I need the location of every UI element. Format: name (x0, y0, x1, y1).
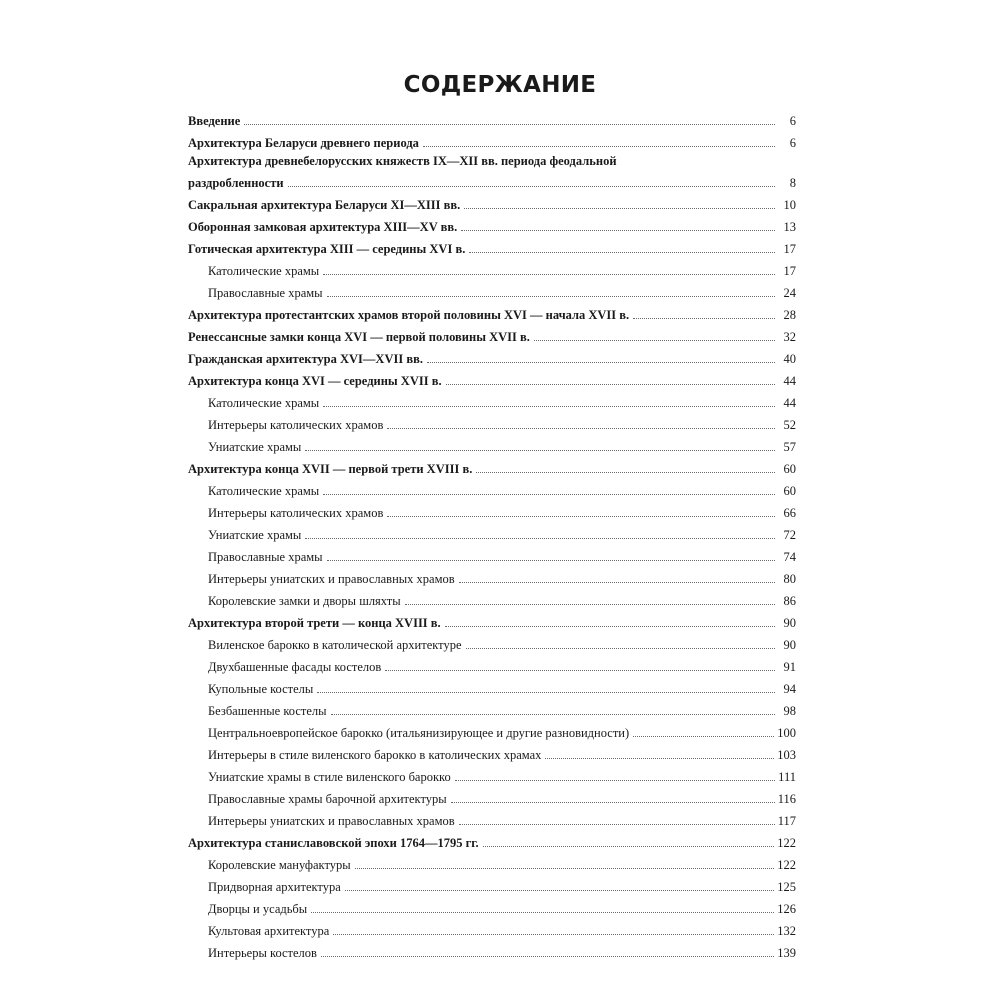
toc-entry-title: Двухбашенные фасады костелов (208, 660, 382, 674)
table-of-contents (188, 108, 796, 962)
toc-entry-row (188, 112, 796, 130)
toc-entry-title: Придворная архитектура (208, 880, 341, 894)
toc-subsection-entry (188, 808, 796, 830)
toc-section-entry (188, 236, 796, 258)
toc-entry-row (208, 548, 796, 566)
toc-subsection-entry (188, 720, 796, 742)
toc-subsection-entry (188, 522, 796, 544)
toc-entry-title: Культовая архитектура (208, 924, 330, 938)
toc-entry-row (208, 922, 796, 940)
toc-subsection-entry (188, 434, 796, 456)
toc-section-entry (188, 830, 796, 852)
toc-subsection-entry (188, 500, 796, 522)
toc-entry-title: Виленское барокко в католической архитектуре (208, 638, 462, 652)
toc-entry-title: Дворцы и усадьбы (208, 902, 308, 916)
toc-entry-row (188, 196, 796, 214)
toc-page-number: 60 (783, 484, 796, 498)
toc-page-number: 90 (783, 616, 796, 630)
toc-entry-title: Интерьеры униатских и православных храмов (208, 814, 455, 828)
toc-entry-row (188, 174, 796, 192)
toc-entry-title: Безбашенные костелы (208, 704, 327, 718)
toc-entry-title: Униатские храмы (208, 528, 302, 542)
toc-page-number: 100 (777, 726, 796, 740)
dot-leader (387, 515, 775, 517)
toc-entry-title-line: Архитектура древнебелорусских княжеств IX—XII вв. периода феодальной (188, 154, 617, 168)
toc-page-number: 74 (783, 550, 796, 564)
toc-entry-row (208, 724, 796, 742)
toc-entry-title: Готическая архитектура XIII — середины XVI в. (188, 242, 466, 256)
toc-subsection-entry (188, 280, 796, 302)
toc-entry-row (208, 856, 796, 874)
toc-entry-title: Православные храмы барочной архитектуры (208, 792, 447, 806)
page-title: СОДЕРЖАНИЕ (403, 72, 597, 98)
dot-leader (476, 471, 775, 473)
dot-leader (323, 405, 775, 407)
toc-entry-row (208, 284, 796, 302)
dot-leader (305, 537, 775, 539)
toc-entry-title: Католические храмы (208, 264, 320, 278)
toc-section-entry (188, 610, 796, 632)
toc-entry-row (208, 416, 796, 434)
toc-subsection-entry (188, 698, 796, 720)
dot-leader (445, 625, 775, 627)
toc-entry-row (188, 460, 796, 478)
toc-entry-row (208, 878, 796, 896)
toc-entry-title: Центральноевропейское барокко (итальянизирующее и другие разновидности) (208, 726, 630, 740)
dot-leader (385, 669, 775, 671)
dot-leader (483, 845, 775, 847)
dot-leader (331, 713, 775, 715)
toc-entry-title: Королевские замки и дворы шляхты (208, 594, 401, 608)
dot-leader (405, 603, 775, 605)
dot-leader (466, 647, 775, 649)
toc-entry-row (208, 746, 796, 764)
toc-page-number: 17 (783, 242, 796, 256)
toc-page-number: 17 (783, 264, 796, 278)
toc-page-number: 8 (789, 176, 796, 190)
toc-subsection-entry (188, 588, 796, 610)
toc-subsection-entry (188, 676, 796, 698)
toc-page-number: 126 (777, 902, 796, 916)
toc-page-number: 52 (783, 418, 796, 432)
toc-entry-title: Православные храмы (208, 286, 323, 300)
toc-page-number: 57 (783, 440, 796, 454)
toc-entry-title: Православные храмы (208, 550, 323, 564)
toc-subsection-entry (188, 412, 796, 434)
toc-entry-row (188, 372, 796, 390)
toc-page-number: 32 (783, 330, 796, 344)
toc-entry-title: Интерьеры униатских и православных храмов (208, 572, 455, 586)
dot-leader (633, 317, 775, 319)
toc-subsection-entry (188, 654, 796, 676)
dot-leader (459, 581, 775, 583)
toc-page-number: 40 (783, 352, 796, 366)
toc-entry-row (188, 134, 796, 152)
toc-subsection-entry (188, 544, 796, 566)
dot-leader (446, 383, 775, 385)
toc-entry-row (208, 482, 796, 500)
dot-leader (345, 889, 774, 891)
toc-subsection-entry (188, 852, 796, 874)
toc-entry-row (208, 812, 796, 830)
dot-leader (333, 933, 774, 935)
toc-entry-row (208, 900, 796, 918)
toc-subsection-entry (188, 896, 796, 918)
toc-page-number: 72 (783, 528, 796, 542)
toc-page-number: 125 (777, 880, 796, 894)
toc-entry-title: Ренессансные замки конца XVI — первой половины XVII в. (188, 330, 530, 344)
toc-page-number: 132 (777, 924, 796, 938)
toc-page-number: 90 (783, 638, 796, 652)
toc-page-number: 80 (783, 572, 796, 586)
toc-page-number: 111 (778, 770, 796, 784)
toc-entry-title: Интерьеры католических храмов (208, 506, 384, 520)
toc-entry-title: Королевские мануфактуры (208, 858, 351, 872)
toc-page-number: 117 (777, 814, 796, 828)
dot-leader (311, 911, 774, 913)
toc-section-entry (188, 324, 796, 346)
toc-entry-row (188, 614, 796, 632)
toc-section-entry (188, 368, 796, 390)
toc-page-number: 10 (783, 198, 796, 212)
toc-entry-row (208, 658, 796, 676)
toc-page-number: 60 (783, 462, 796, 476)
toc-page-number: 139 (777, 946, 796, 960)
toc-entry-row (208, 504, 796, 522)
dot-leader (327, 295, 775, 297)
toc-page-number: 122 (777, 858, 796, 872)
toc-entry-row (208, 570, 796, 588)
toc-entry-row (188, 834, 796, 852)
toc-entry-title: Оборонная замковая архитектура XIII—XV вв. (188, 220, 458, 234)
toc-subsection-entry (188, 940, 796, 962)
toc-entry-title: Купольные костелы (208, 682, 314, 696)
toc-page-number: 13 (783, 220, 796, 234)
toc-entry-title: Католические храмы (208, 484, 320, 498)
toc-entry-row (188, 240, 796, 258)
toc-section-entry (188, 456, 796, 478)
toc-entry-title: Униатские храмы в стиле виленского барокко (208, 770, 451, 784)
toc-subsection-entry (188, 478, 796, 500)
toc-entry-row (208, 768, 796, 786)
toc-entry-row (208, 790, 796, 808)
dot-leader (633, 735, 774, 737)
toc-entry-row (208, 262, 796, 280)
toc-page-number: 44 (783, 374, 796, 388)
toc-entry-title: Интерьеры костелов (208, 946, 317, 960)
toc-subsection-entry (188, 874, 796, 896)
toc-subsection-entry (188, 390, 796, 412)
toc-entry-title: Католические храмы (208, 396, 320, 410)
toc-entry-title: Архитектура станиславовской эпохи 1764—1795 гг. (188, 836, 479, 850)
toc-entry-title: Архитектура второй трети — конца XVIII в. (188, 616, 441, 630)
toc-entry-row (208, 394, 796, 412)
dot-leader (321, 955, 774, 957)
dot-leader (317, 691, 775, 693)
dot-leader (387, 427, 775, 429)
toc-entry-row (208, 438, 796, 456)
toc-subsection-entry (188, 566, 796, 588)
toc-entry-title: раздробленности (188, 176, 284, 190)
dot-leader (545, 757, 774, 759)
toc-entry-row (188, 350, 796, 368)
dot-leader (355, 867, 775, 869)
toc-entry-row (208, 592, 796, 610)
dot-leader (288, 185, 775, 187)
toc-entry-row (208, 636, 796, 654)
toc-section-entry (188, 192, 796, 214)
toc-subsection-entry (188, 632, 796, 654)
dot-leader (461, 229, 775, 231)
toc-entry-row (188, 218, 796, 236)
toc-page-number: 122 (777, 836, 796, 850)
toc-section-entry (188, 130, 796, 152)
toc-page-number: 6 (789, 136, 796, 150)
toc-page-number: 24 (783, 286, 796, 300)
toc-page-number: 6 (789, 114, 796, 128)
toc-entry-row (208, 944, 796, 962)
toc-entry-title: Введение (188, 114, 241, 128)
toc-subsection-entry (188, 258, 796, 280)
dot-leader (423, 145, 775, 147)
dot-leader (451, 801, 775, 803)
dot-leader (534, 339, 775, 341)
toc-section-entry (188, 152, 796, 192)
toc-page-number: 86 (783, 594, 796, 608)
toc-page-number: 91 (783, 660, 796, 674)
toc-entry-row (208, 702, 796, 720)
toc-page-number: 116 (777, 792, 796, 806)
dot-leader (327, 559, 775, 561)
dot-leader (469, 251, 775, 253)
toc-entry-title: Интерьеры католических храмов (208, 418, 384, 432)
toc-subsection-entry (188, 764, 796, 786)
toc-section-entry (188, 346, 796, 368)
toc-entry-title: Сакральная архитектура Беларуси XI—XIII вв. (188, 198, 461, 212)
toc-subsection-entry (188, 918, 796, 940)
toc-entry-title: Интерьеры в стиле виленского барокко в католических храмах (208, 748, 542, 762)
dot-leader (455, 779, 775, 781)
toc-entry-row (188, 306, 796, 324)
toc-page-number: 103 (777, 748, 796, 762)
toc-page-number: 28 (783, 308, 796, 322)
toc-entry-title: Архитектура протестантских храмов второй половины XVI — начала XVII в. (188, 308, 630, 322)
toc-page-number: 66 (783, 506, 796, 520)
toc-entry-title: Гражданская архитектура XVI—XVII вв. (188, 352, 423, 366)
dot-leader (244, 123, 775, 125)
toc-entry-row (208, 526, 796, 544)
toc-entry-title: Архитектура Беларуси древнего периода (188, 136, 419, 150)
toc-entry-title: Архитектура конца XVII — первой трети XVIII в. (188, 462, 473, 476)
toc-page-number: 98 (783, 704, 796, 718)
dot-leader (323, 493, 775, 495)
toc-section-entry (188, 108, 796, 130)
toc-page-number: 44 (783, 396, 796, 410)
toc-subsection-entry (188, 786, 796, 808)
toc-entry-title: Архитектура конца XVI — середины XVII в. (188, 374, 442, 388)
toc-page-number: 94 (783, 682, 796, 696)
toc-subsection-entry (188, 742, 796, 764)
dot-leader (459, 823, 775, 825)
dot-leader (464, 207, 775, 209)
toc-entry-row (208, 680, 796, 698)
dot-leader (305, 449, 775, 451)
dot-leader (427, 361, 775, 363)
toc-section-entry (188, 302, 796, 324)
dot-leader (323, 273, 775, 275)
toc-entry-title: Униатские храмы (208, 440, 302, 454)
toc-entry-row (188, 328, 796, 346)
toc-section-entry (188, 214, 796, 236)
